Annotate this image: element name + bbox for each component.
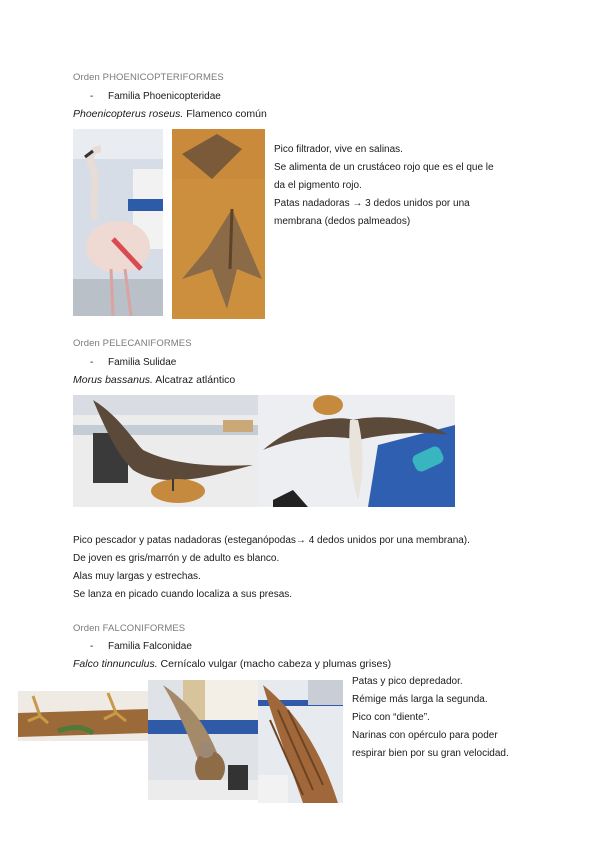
description-line: Pico pescador y patas nadadoras (esteganópodas→ 4 dedos unidos por una membrana). [73,535,470,546]
description-line: Se lanza en picado cuando localiza a sus presas. [73,589,293,600]
family-item [90,91,221,102]
family-item [90,641,192,652]
species-latin-name: Morus bassanus. [73,374,153,386]
description-line: Patas y pico depredador. [352,676,463,687]
family-name: Familia Sulidae [108,357,177,368]
gannet-wings-photo [258,395,455,507]
species-latin-name: Phoenicopterus roseus. [73,108,184,120]
family-name: Familia Falconidae [108,641,192,652]
flamingo-feet-photo [172,129,265,319]
flamingo-photo [73,129,163,316]
description-block [73,532,543,604]
kestrel-body-photo [148,680,258,800]
species-common-name: Alcatraz atlántico [152,374,236,386]
description-line: Patas nadadoras → 3 dedos unidos por una [274,198,470,209]
description-block [352,673,562,763]
description-line: Pico filtrador, vive en salinas. [274,144,403,155]
gannet-side-photo [73,395,258,507]
description-line: De joven es gris/marrón y de adulto es blanco. [73,553,280,564]
description-line: da el pigmento rojo. [274,180,362,191]
description-line: Narinas con opérculo para poder [352,730,498,741]
species-latin-name: Falco tinnunculus. [73,658,158,670]
description-line: respirar bien por su gran velocidad. [352,748,509,759]
family-name: Familia Phoenicopteridae [108,91,221,102]
kestrel-wing-photo [258,680,343,803]
kestrel-talons-photo [18,691,148,741]
list-bullet: - [90,641,94,652]
species-line [73,108,267,120]
description-line: Alas muy largas y estrechas. [73,571,201,582]
order-heading: Orden FALCONIFORMES [73,623,186,634]
description-line: membrana (dedos palmeados) [274,216,411,227]
list-bullet: - [90,357,94,368]
species-common-name: Cernícalo vulgar (macho cabeza y plumas grises) [157,658,392,670]
species-common-name: Flamenco común [183,108,267,120]
species-line [73,658,391,670]
description-line: Pico con “diente”. [352,712,430,723]
species-line [73,374,235,386]
description-block [274,141,534,231]
family-item [90,357,176,368]
order-heading: Orden PHOENICOPTERIFORMES [73,72,224,83]
list-bullet: - [90,91,94,102]
order-heading: Orden PELECANIFORMES [73,338,192,349]
description-line: Rémige más larga la segunda. [352,694,488,705]
description-line: Se alimenta de un crustáceo rojo que es el que le [274,162,494,173]
